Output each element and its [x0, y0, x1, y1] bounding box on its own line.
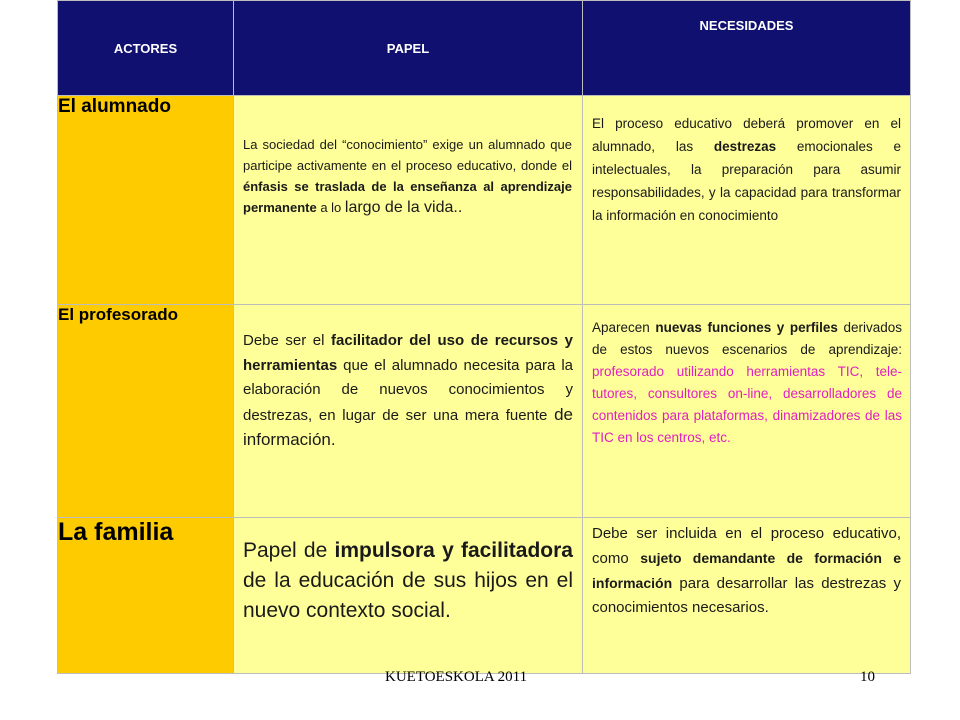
actor-cell: El profesorado	[58, 305, 234, 518]
text-run-bold: facilitador del uso de recursos y herramientas	[243, 332, 574, 374]
table-row	[58, 305, 911, 518]
table-row	[58, 96, 911, 305]
papel-text	[234, 518, 582, 626]
text-run: Debe ser el	[243, 332, 332, 349]
text-run: Aparecen	[592, 320, 656, 335]
text-run: Debe ser incluida en el proceso educativo, como	[592, 525, 901, 567]
footer-text: KUETOESKOLA 2011	[385, 669, 528, 685]
necesidades-cell	[583, 96, 911, 305]
text-run: largo de la vida..	[344, 199, 463, 216]
text-run-bold: nuevas funciones y perfiles	[655, 320, 838, 335]
necesidades-text	[583, 518, 910, 620]
text-run-bold: destrezas	[713, 139, 777, 154]
text-run: La sociedad del “conocimiento” exige un alumnado que participe activamente en el proceso educativo, donde el	[243, 137, 572, 173]
text-run: para desarrollar las destrezas y conocimientos necesarios.	[592, 575, 901, 616]
table-row	[58, 518, 911, 674]
header-necesidades: NECESIDADES	[583, 1, 911, 96]
actor-cell: El alumnado	[58, 96, 234, 305]
papel-text	[234, 305, 582, 454]
necesidades-text	[583, 305, 910, 449]
text-run: El proceso educativo deberá promover en el alumnado, las	[592, 116, 901, 154]
text-run-bold: impulsora y facilitadora	[334, 539, 573, 562]
papel-cell	[234, 305, 583, 518]
papel-text	[234, 96, 582, 218]
papel-cell	[234, 518, 583, 674]
papel-cell	[234, 96, 583, 305]
text-run: a lo	[316, 200, 345, 215]
text-run: emocionales e intelectuales, la preparación para asumir responsabilidades, y la capacidad para transformar la información en conocimiento	[592, 139, 901, 223]
necesidades-cell	[583, 305, 911, 518]
header-papel: PAPEL	[234, 1, 583, 96]
necesidades-cell	[583, 518, 911, 674]
text-run-bold: énfasis se traslada de la enseñanza al aprendizaje permanente	[243, 179, 572, 215]
text-run: derivados de estos nuevos escenarios de aprendizaje:	[592, 320, 903, 357]
roles-table	[57, 0, 911, 674]
text-run-pink: profesorado utilizando herramientas TIC, tele-tutores, consultores on-line, desarrolladores de contenidos para plataformas, dinamizadores de las TIC en los centros, etc.	[592, 364, 902, 445]
text-run: de la educación de sus hijos en el nuevo contexto social.	[243, 569, 573, 622]
necesidades-text	[583, 96, 910, 227]
text-run: Papel de	[243, 539, 335, 562]
actor-cell: La familia	[58, 518, 234, 674]
text-run-bold: sujeto demandante de formación e información	[592, 550, 901, 591]
page-number: 10	[860, 669, 875, 685]
text-run: de información.	[243, 404, 573, 449]
header-actores: ACTORES	[58, 1, 234, 96]
text-run: que el alumnado necesita para la elaboración de nuevos conocimientos y destrezas, en lugar de ser una mera fuente	[243, 356, 573, 424]
table-header-row	[58, 1, 911, 96]
